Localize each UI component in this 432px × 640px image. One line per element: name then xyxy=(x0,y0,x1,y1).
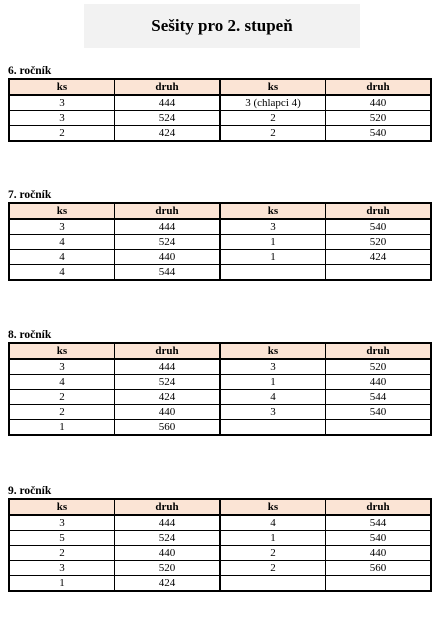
table-cell: 5 xyxy=(9,531,115,546)
table-cell: 520 xyxy=(326,111,432,126)
column-header: druh xyxy=(326,203,432,219)
table-cell: 4 xyxy=(9,250,115,265)
table-cell: 1 xyxy=(220,235,326,250)
table-cell: 444 xyxy=(115,95,221,111)
table-cell: 524 xyxy=(115,235,221,250)
table-cell: 2 xyxy=(9,390,115,405)
table-cell: 520 xyxy=(326,235,432,250)
table-cell: 2 xyxy=(220,561,326,576)
notebook-table xyxy=(8,202,432,281)
table-row xyxy=(9,126,431,142)
table-cell: 3 xyxy=(220,359,326,375)
table-cell: 4 xyxy=(9,375,115,390)
table-cell: 524 xyxy=(115,531,221,546)
column-header: druh xyxy=(115,79,221,95)
table-row xyxy=(9,531,431,546)
table-cell: 1 xyxy=(9,420,115,436)
table-cell: 4 xyxy=(9,265,115,281)
section-label: 7. ročník xyxy=(8,189,52,201)
table-cell: 4 xyxy=(9,235,115,250)
table-cell: 540 xyxy=(326,126,432,142)
table-cell: 540 xyxy=(326,219,432,235)
section-label: 8. ročník xyxy=(8,329,52,341)
table-cell: 540 xyxy=(326,405,432,420)
column-header: ks xyxy=(9,499,115,515)
table-cell: 424 xyxy=(115,576,221,592)
table-row xyxy=(9,219,431,235)
table-cell: 2 xyxy=(220,126,326,142)
table-cell: 440 xyxy=(115,405,221,420)
table-header-row xyxy=(9,499,431,515)
table-cell: 2 xyxy=(9,126,115,142)
table-row xyxy=(9,375,431,390)
table-cell: 3 xyxy=(220,219,326,235)
table-row xyxy=(9,561,431,576)
title-box xyxy=(84,4,360,48)
table-cell xyxy=(220,576,326,592)
table-cell: 2 xyxy=(220,111,326,126)
notebook-table xyxy=(8,342,432,436)
column-header: ks xyxy=(9,203,115,219)
table-cell: 424 xyxy=(115,390,221,405)
table-row xyxy=(9,576,431,592)
column-header: ks xyxy=(220,203,326,219)
table-row xyxy=(9,390,431,405)
table-row xyxy=(9,95,431,111)
table-cell: 3 xyxy=(9,111,115,126)
table-header-row xyxy=(9,79,431,95)
table-row xyxy=(9,111,431,126)
grade-section xyxy=(8,484,432,592)
table-cell xyxy=(326,265,432,281)
table-row xyxy=(9,359,431,375)
column-header: ks xyxy=(9,79,115,95)
table-header-row xyxy=(9,343,431,359)
table-cell: 1 xyxy=(220,250,326,265)
table-cell: 3 xyxy=(9,561,115,576)
table-cell: 4 xyxy=(220,515,326,531)
table-cell: 2 xyxy=(9,405,115,420)
table-cell: 3 (chlapci 4) xyxy=(220,95,326,111)
table-cell xyxy=(326,576,432,592)
column-header: druh xyxy=(115,343,221,359)
notebook-table xyxy=(8,498,432,592)
table-cell: 440 xyxy=(115,250,221,265)
table-cell xyxy=(326,420,432,436)
table-cell: 520 xyxy=(326,359,432,375)
table-cell: 3 xyxy=(9,95,115,111)
table-cell: 560 xyxy=(115,420,221,436)
column-header: ks xyxy=(9,343,115,359)
grade-section xyxy=(8,328,432,436)
table-row xyxy=(9,265,431,281)
table-row xyxy=(9,405,431,420)
table-cell: 440 xyxy=(326,546,432,561)
table-cell: 2 xyxy=(220,546,326,561)
table-row xyxy=(9,235,431,250)
table-row xyxy=(9,420,431,436)
column-header: ks xyxy=(220,343,326,359)
table-cell: 560 xyxy=(326,561,432,576)
table-cell: 424 xyxy=(326,250,432,265)
column-header: druh xyxy=(115,203,221,219)
table-cell: 520 xyxy=(115,561,221,576)
column-header: ks xyxy=(220,79,326,95)
grade-section xyxy=(8,64,432,142)
column-header: druh xyxy=(326,79,432,95)
table-cell: 440 xyxy=(326,375,432,390)
table-cell: 4 xyxy=(220,390,326,405)
table-cell: 2 xyxy=(9,546,115,561)
table-cell: 424 xyxy=(115,126,221,142)
table-cell: 3 xyxy=(9,219,115,235)
table-row xyxy=(9,546,431,561)
table-cell xyxy=(220,420,326,436)
table-cell xyxy=(220,265,326,281)
table-cell: 540 xyxy=(326,531,432,546)
table-cell: 444 xyxy=(115,515,221,531)
column-header: druh xyxy=(326,499,432,515)
section-label: 9. ročník xyxy=(8,485,52,497)
column-header: druh xyxy=(326,343,432,359)
section-label: 6. ročník xyxy=(8,65,52,77)
table-row xyxy=(9,515,431,531)
table-cell: 544 xyxy=(326,390,432,405)
table-cell: 544 xyxy=(115,265,221,281)
table-cell: 440 xyxy=(115,546,221,561)
table-cell: 3 xyxy=(9,359,115,375)
table-header-row xyxy=(9,203,431,219)
grade-section xyxy=(8,188,432,281)
table-cell: 524 xyxy=(115,375,221,390)
table-row xyxy=(9,250,431,265)
table-cell: 1 xyxy=(220,375,326,390)
table-cell: 440 xyxy=(326,95,432,111)
table-cell: 1 xyxy=(9,576,115,592)
table-cell: 3 xyxy=(220,405,326,420)
table-cell: 444 xyxy=(115,359,221,375)
column-header: ks xyxy=(220,499,326,515)
table-cell: 3 xyxy=(9,515,115,531)
notebook-table xyxy=(8,78,432,142)
column-header: druh xyxy=(115,499,221,515)
table-cell: 544 xyxy=(326,515,432,531)
table-cell: 444 xyxy=(115,219,221,235)
page-title: Sešity pro 2. stupeň xyxy=(151,16,293,35)
table-cell: 1 xyxy=(220,531,326,546)
table-cell: 524 xyxy=(115,111,221,126)
